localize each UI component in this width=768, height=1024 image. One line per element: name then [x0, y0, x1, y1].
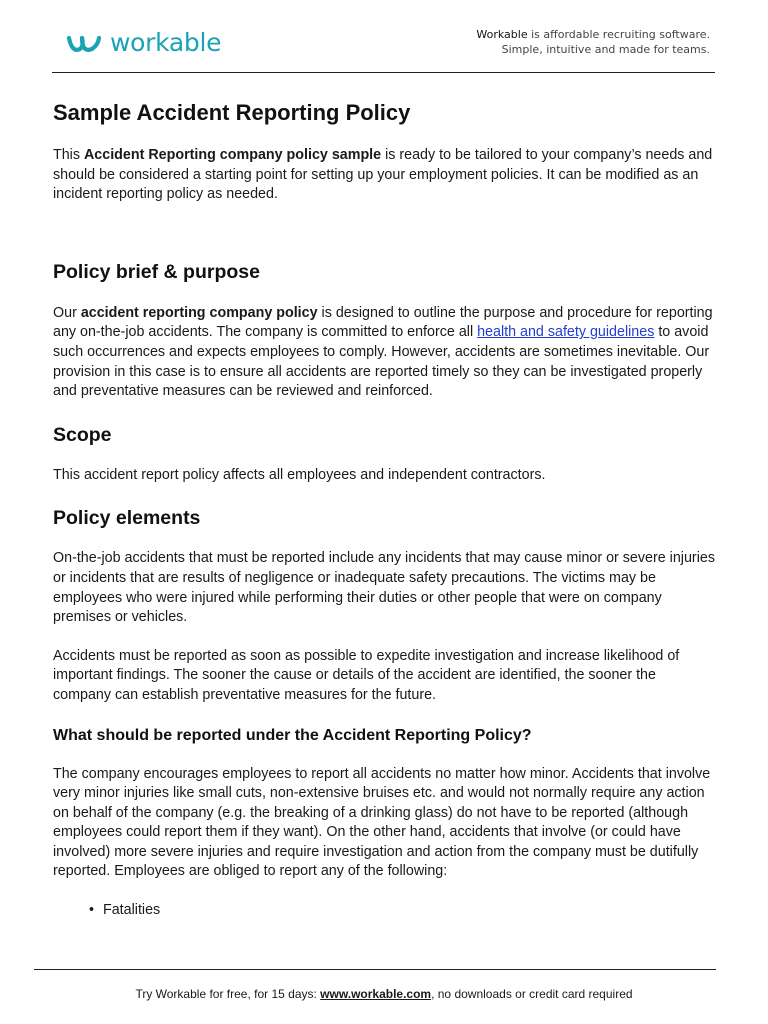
heading-what-reported: What should be reported under the Accident Reporting Policy? — [53, 726, 532, 744]
footer-link[interactable]: www.workable.com — [320, 987, 432, 1001]
heading-policy-elements: Policy elements — [53, 507, 201, 530]
footer-text-post: , no downloads or credit card required — [431, 987, 633, 1001]
policy-brief-paragraph: Our accident reporting company policy is designed to outline the purpose and procedure for reporting any on-the-job accidents. The company is committed to enforce all health and safety guidelines to avoid such occurrences and expects employees to comply. However, accidents are sometimes inevitable. Our provision in this case is to ensure all accidents are reported timely so they can be investigated properly and preventative measures can be reviewed and reinforced. — [53, 304, 713, 400]
document-body — [53, 99, 717, 921]
what-reported-paragraph: The company encourages employees to report all accidents no matter how minor. Accidents that involve very minor injuries like small cuts, non-extensive bruises etc. and would not normally require any action on behalf of the company (e.g. the breaking of a drinking glass) do not have to be reported (although employees could report them if they want). On the other hand, accidents that involve (or could have involved) more severe injuries and require investigation and action from the company must be dutifully reported. Employees are obliged to report any of the following: — [53, 765, 711, 880]
health-safety-guidelines-link[interactable]: health and safety guidelines — [477, 324, 655, 341]
reportable-list — [89, 901, 717, 921]
policy-elements-paragraph-2: Accidents must be reported as soon as possible to expedite investigation and increase likelihood of important findings. The sooner the cause or details of the accident are identified, the sooner the company can establish preventative measures for the future. — [53, 647, 680, 703]
workable-logo[interactable] — [66, 28, 221, 57]
heading-scope: Scope — [53, 423, 112, 446]
workable-logo-text: workable — [110, 28, 222, 57]
page-header — [0, 0, 768, 73]
list-item: • Fatalities — [89, 901, 717, 921]
header-divider — [52, 72, 715, 73]
heading-policy-brief: Policy brief & purpose — [53, 260, 260, 283]
page-footer — [0, 987, 768, 1001]
tagline-line2: Simple, intuitive and made for teams. — [501, 43, 710, 56]
tagline-brand: Workable — [476, 28, 528, 41]
workable-logo-icon — [66, 29, 106, 57]
tagline-line1: is affordable recruiting software. — [527, 28, 710, 41]
document-title: Sample Accident Reporting Policy — [53, 100, 411, 125]
header-tagline — [476, 27, 710, 57]
footer-text-pre: Try Workable for free, for 15 days: — [135, 987, 321, 1001]
footer-divider — [34, 969, 716, 970]
scope-paragraph: This accident report policy affects all employees and independent contractors. — [53, 466, 546, 483]
intro-paragraph: This Accident Reporting company policy sample is ready to be tailored to your company’s needs and should be considered a starting point for setting up your employment policies. It can be modified as an incident reporting policy as needed. — [53, 147, 713, 203]
policy-elements-paragraph-1: On-the-job accidents that must be reported include any incidents that may cause minor or severe injuries or incidents that are results of negligence or inadequate safety precautions. The victims may be employees who were injured while performing their duties or other people that were on company premises or vehicles. — [53, 550, 715, 626]
